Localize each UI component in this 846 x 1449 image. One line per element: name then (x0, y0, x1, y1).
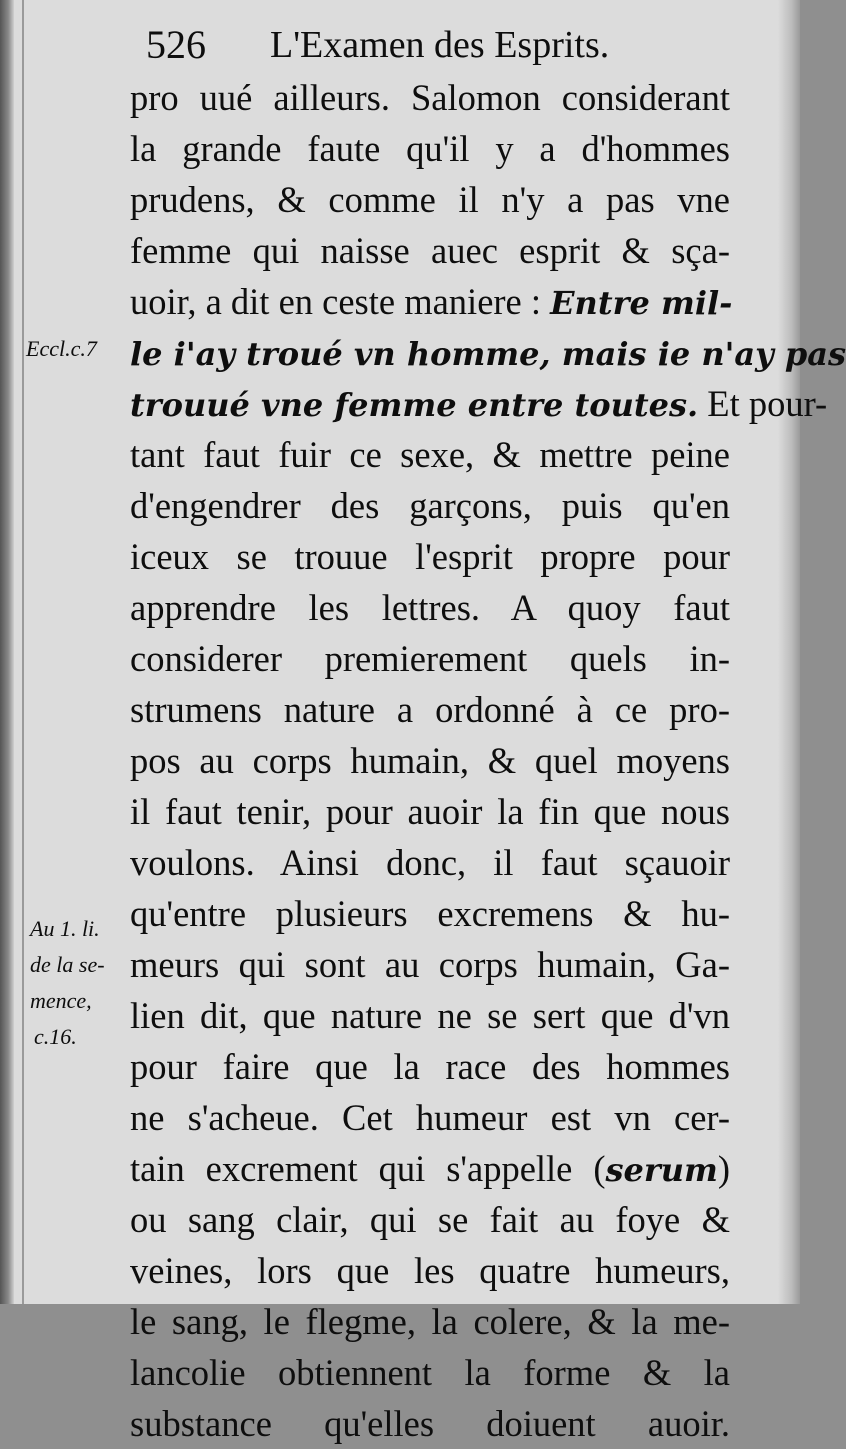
text-line: pro uué ailleurs. Salomon considerant (130, 77, 730, 118)
text-line: substance qu'elles doiuent auoir. (130, 1403, 730, 1444)
text-line: veines, lors que les quatre humeurs, (130, 1250, 730, 1291)
text-line: trouué vne femme entre toutes. Et pour- (130, 383, 828, 424)
text-line: pos au corps humain, & quel moyens (130, 740, 730, 781)
text-line: uoir, a dit en ceste maniere : Entre mil- (130, 281, 733, 322)
text-line: pour faire que la race des hommes (130, 1046, 730, 1087)
text-line: iceux se trouue l'esprit propre pour (130, 536, 730, 577)
text-line: apprendre les lettres. A quoy faut (130, 587, 730, 628)
text-line (130, 327, 846, 378)
quotation-text: trouué vne femme entre toutes. (130, 386, 699, 424)
text-line: meurs qui sont au corps humain, Ga- (130, 944, 730, 985)
text-line: ou sang clair, qui se fait au foye & (130, 1199, 730, 1240)
running-header (146, 18, 666, 72)
text-line: d'engendrer des garçons, puis qu'en (130, 485, 730, 526)
latin-term: serum (605, 1151, 718, 1189)
text-line: considerer premierement quels in- (130, 638, 730, 679)
running-title: L'Examen des Esprits. (270, 24, 610, 66)
margin-note-source-3: mence, (30, 988, 92, 1013)
text-line: tant faut fuir ce sexe, & mettre peine (130, 434, 730, 475)
body-text (130, 72, 846, 1449)
text-line: la grande faute qu'il y a d'hommes (130, 128, 730, 169)
gutter-rule (22, 0, 24, 1304)
text-line: strumens nature a ordonné à ce pro- (130, 689, 730, 730)
quotation-text: Entre mil- (550, 284, 733, 322)
page-number: 526 (146, 22, 206, 67)
text-line: le sang, le flegme, la colere, & la me- (130, 1301, 730, 1342)
margin-note-source-4: c.16. (34, 1024, 77, 1049)
text-line: il faut tenir, pour auoir la fin que nous (130, 791, 730, 832)
text-line: ne s'acheue. Cet humeur est vn cer- (130, 1097, 730, 1138)
text-line: prudens, & comme il n'y a pas vne (130, 179, 730, 220)
text-line: lancolie obtiennent la forme & la (130, 1352, 730, 1393)
page-shadow-right (778, 0, 800, 1304)
quotation-text: le i'ay troué vn homme, mais ie n'ay pas (130, 335, 846, 373)
text-line: femme qui naisse auec esprit & sça- (130, 230, 730, 271)
text-line: qu'entre plusieurs excremens & hu- (130, 893, 730, 934)
margin-note-source-1: Au 1. li. (30, 916, 100, 941)
page-shadow-left (0, 0, 14, 1304)
text-line: tain excrement qui s'appelle (serum) (130, 1148, 730, 1189)
text-line: voulons. Ainsi donc, il faut sçauoir (130, 842, 730, 883)
text-line: lien dit, que nature ne se sert que d'vn (130, 995, 730, 1036)
margin-note-source-2: de la se- (30, 952, 105, 977)
margin-note-eccl: Eccl.c.7 (26, 336, 97, 361)
